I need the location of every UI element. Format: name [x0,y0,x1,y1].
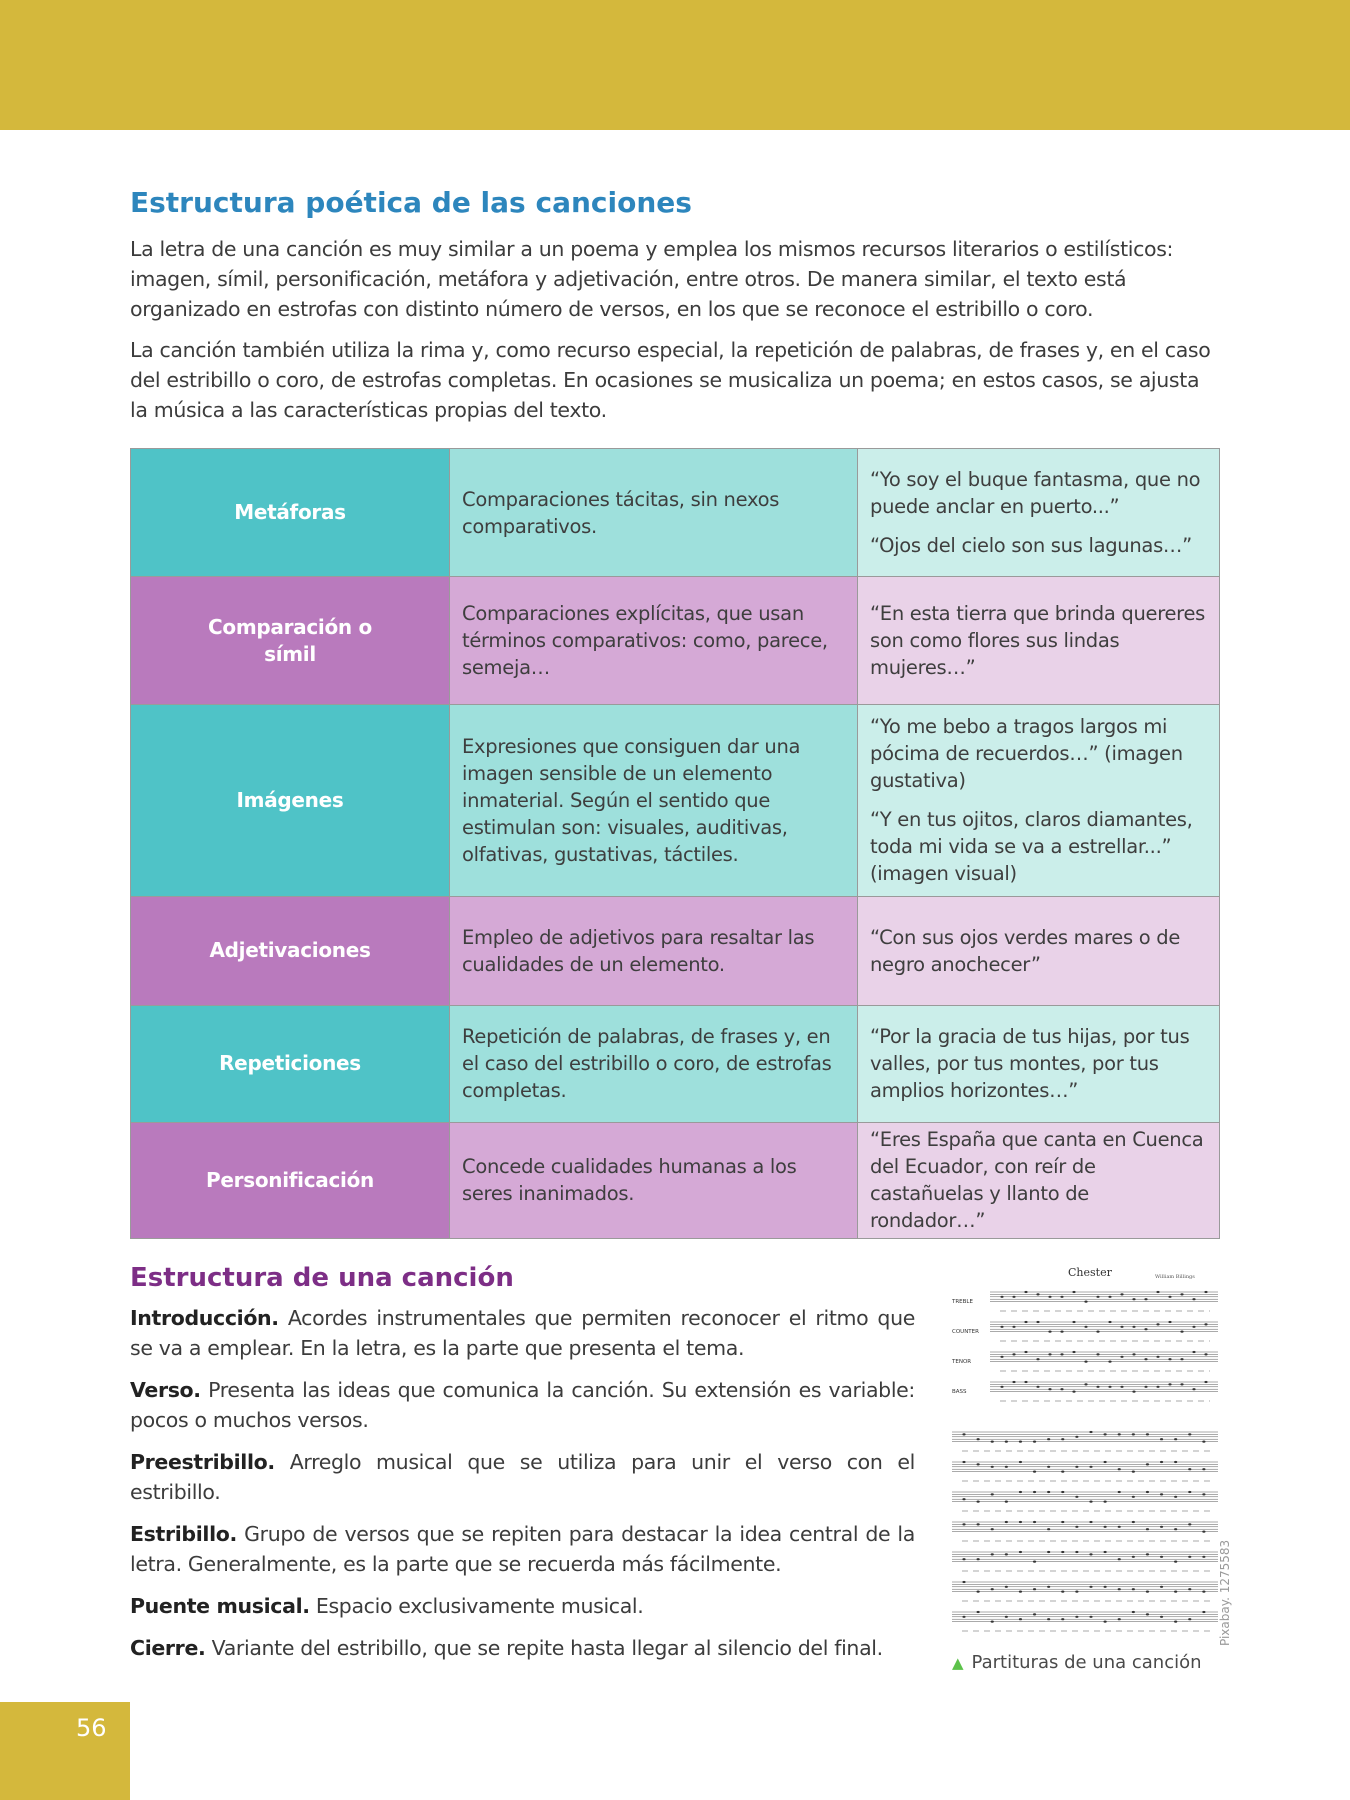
device-name: Repeticiones [131,1005,450,1122]
note-head [1019,1551,1022,1553]
note-head [1060,1388,1063,1390]
note-head [1202,1531,1205,1533]
note-head [1192,1298,1195,1300]
note-head [1036,1386,1039,1388]
part-text: Acordes instrumentales que permiten reconocer el ritmo que se va a emplear. En la letra, es la parte que presenta el tema. [130,1306,916,1360]
note-head [1019,1591,1022,1593]
note-head [1033,1561,1036,1563]
note-head [1047,1528,1050,1530]
note-head [1174,1528,1177,1530]
note-head [1118,1433,1121,1435]
note-head [1060,1353,1063,1355]
note-head [991,1621,994,1623]
note-head [991,1588,994,1590]
note-head [1005,1466,1008,1468]
note-head [1160,1616,1163,1618]
note-head [1118,1468,1121,1470]
note-head [1132,1391,1135,1393]
note-head [991,1528,994,1530]
example-text: “En esta tierra que brinda quereres son como flores sus lindas mujeres…” [870,602,1206,680]
example-text: “Con sus ojos verdes mares o de negro anochecer” [870,925,1181,976]
voice-label: BASS [952,1389,967,1395]
note-head [1084,1383,1087,1385]
note-head [1144,1298,1147,1300]
part-term: Preestribillo. [130,1450,275,1474]
note-head [1202,1441,1205,1443]
note-head [1033,1521,1036,1523]
note-head [1144,1386,1147,1388]
note-head [977,1438,980,1440]
music-score-image [950,1262,1220,1638]
note-head [1188,1491,1191,1493]
note-head [1089,1553,1092,1555]
note-head [1005,1441,1008,1443]
note-head [977,1558,980,1560]
note-head [962,1558,965,1560]
note-head [1180,1293,1183,1295]
note-head [1024,1351,1027,1353]
note-head [962,1461,965,1463]
note-head [1108,1296,1111,1298]
note-head [1104,1526,1107,1528]
triangle-icon: ▲ [952,1654,964,1672]
note-head [1061,1491,1064,1493]
note-head [1084,1361,1087,1363]
table-row-metaforas [131,449,1220,577]
figure-caption [952,1652,1202,1673]
note-head [1012,1326,1015,1328]
song-parts-list [130,1303,915,1675]
note-head [1160,1556,1163,1558]
note-head [1156,1356,1159,1358]
page-number: 56 [76,1714,107,1742]
device-examples [858,705,1220,896]
note-head [1168,1296,1171,1298]
note-head [1075,1496,1078,1498]
literary-devices-table [130,448,1220,1239]
device-name: Comparación o símil [131,577,450,705]
note-head [1108,1361,1111,1363]
note-head [991,1466,994,1468]
intro-paragraph-1: La letra de una canción es muy similar a un poema y emplea los mismos recursos literarios o estilísticos: imagen, símil, personificación, metáfora y adjetivación, entre otros. De manera similar, el texto está organizado en estrofas con distinto número de versos, en los que se reconoce el estribillo o coro. [130,237,1174,321]
voice-label: TENOR [952,1359,972,1365]
part-text: Presenta las ideas que comunica la canción. Su extensión es variable: pocos o muchos versos. [130,1378,915,1432]
note-head [1160,1461,1163,1463]
note-head [1144,1358,1147,1360]
note-head [1005,1586,1008,1588]
note-head [1072,1321,1075,1323]
note-head [1174,1561,1177,1563]
score-title: Chester [1068,1266,1112,1279]
note-head [1047,1491,1050,1493]
note-head [1174,1461,1177,1463]
note-head [962,1616,965,1618]
note-head [1192,1388,1195,1390]
note-head [1132,1471,1135,1473]
note-head [1048,1353,1051,1355]
note-head [1005,1616,1008,1618]
note-head [1060,1296,1063,1298]
note-head [1146,1528,1149,1530]
note-head [1104,1586,1107,1588]
note-head [1188,1556,1191,1558]
song-part-puente [130,1591,915,1621]
example-text: “Por la gracia de tus hijas, por tus valles, por tus montes, por tus amplios horizontes…” [870,1025,1190,1103]
note-head [1075,1591,1078,1593]
table-row-adjetivaciones [131,896,1220,1005]
note-head [1089,1466,1092,1468]
note-head [1146,1491,1149,1493]
note-head [1146,1433,1149,1435]
note-head [1104,1501,1107,1503]
device-examples [858,577,1220,705]
note-head [977,1523,980,1525]
note-head [991,1493,994,1495]
note-head [1075,1616,1078,1618]
note-head [1061,1521,1064,1523]
image-credit: Pixabay. 1275583 [1218,1539,1232,1646]
note-head [1120,1356,1123,1358]
note-head [1108,1321,1111,1323]
note-head [1132,1326,1135,1328]
voice-label: COUNTER [952,1329,979,1335]
note-head [977,1501,980,1503]
note-head [1118,1491,1121,1493]
note-head [1089,1616,1092,1618]
note-head [1033,1613,1036,1615]
note-head [1019,1441,1022,1443]
device-description: Expresiones que consiguen dar una imagen sensible de un elemento inmaterial. Según el sentido que estimulan son: visuales, auditivas, olfativas, gustativas, táctiles. [450,705,858,896]
example-text: “Eres España que canta en Cuenca del Ecuador, con reír de castañuelas y llanto de rondador…” [870,1128,1204,1233]
note-head [1096,1296,1099,1298]
note-head [1047,1438,1050,1440]
note-head [1012,1296,1015,1298]
note-head [1132,1611,1135,1613]
device-description: Concede cualidades humanas a los seres inanimados. [450,1122,858,1238]
note-head [1120,1326,1123,1328]
note-head [991,1553,994,1555]
note-head [1005,1501,1008,1503]
device-name: Metáforas [131,449,450,577]
table-row-imagenes [131,705,1220,896]
note-head [1005,1553,1008,1555]
device-examples [858,449,1220,577]
note-head [1188,1523,1191,1525]
note-head [1047,1466,1050,1468]
note-head [1061,1551,1064,1553]
note-head [1144,1328,1147,1330]
note-head [1075,1436,1078,1438]
note-head [1072,1391,1075,1393]
note-head [1174,1591,1177,1593]
note-head [1168,1358,1171,1360]
note-head [1118,1588,1121,1590]
note-head [1188,1433,1191,1435]
note-head [1104,1551,1107,1553]
note-head [1108,1386,1111,1388]
note-head [1061,1618,1064,1620]
note-head [1118,1618,1121,1620]
table-row-comparacion [131,577,1220,705]
note-head [1075,1551,1078,1553]
part-term: Cierre. [130,1636,206,1660]
section-title: Estructura poética de las canciones [130,186,692,219]
note-head [1160,1438,1163,1440]
note-head [1204,1291,1207,1293]
note-head [1012,1381,1015,1383]
score-composer: William Billings [1155,1274,1195,1280]
device-description: Repetición de palabras, de frases y, en el caso del estribillo o coro, de estrofas completas. [450,1005,858,1122]
song-part-cierre [130,1633,915,1663]
note-head [1061,1591,1064,1593]
note-head [1168,1321,1171,1323]
note-head [1075,1466,1078,1468]
example-text: “Yo me bebo a tragos largos mi pócima de recuerdos…” (imagen gustativa) [870,715,1183,793]
note-head [962,1581,965,1583]
device-name: Adjetivaciones [131,896,450,1005]
note-head [1132,1588,1135,1590]
note-head [1146,1553,1149,1555]
part-text: Espacio exclusivamente musical. [315,1594,644,1618]
device-examples [858,1005,1220,1122]
note-head [977,1463,980,1465]
note-head [1160,1493,1163,1495]
note-head [1019,1491,1022,1493]
note-head [1096,1331,1099,1333]
note-head [1132,1298,1135,1300]
note-head [1132,1433,1135,1435]
note-head [1168,1383,1171,1385]
note-head [1156,1291,1159,1293]
note-head [1000,1356,1003,1358]
note-head [1188,1618,1191,1620]
note-head [1188,1468,1191,1470]
note-head [977,1591,980,1593]
note-head [1096,1353,1099,1355]
note-head [1120,1293,1123,1295]
note-head [1072,1351,1075,1353]
note-head [962,1433,965,1435]
note-head [1132,1556,1135,1558]
note-head [1036,1358,1039,1360]
note-head [1075,1526,1078,1528]
note-head [1192,1326,1195,1328]
note-head [1156,1386,1159,1388]
note-head [1202,1468,1205,1470]
note-head [1132,1496,1135,1498]
note-head [1033,1441,1036,1443]
note-head [991,1441,994,1443]
note-head [1146,1613,1149,1615]
note-head [1036,1293,1039,1295]
note-head [1104,1621,1107,1623]
part-text: Grupo de versos que se repiten para destacar la idea central de la letra. Generalmente, es la parte que se recuerda más fácilmente. [130,1522,915,1576]
part-text: Arreglo musical que se utiliza para unir el verso con el estribillo. [130,1450,915,1504]
note-head [1072,1291,1075,1293]
note-head [977,1611,980,1613]
note-head [1000,1386,1003,1388]
note-head [1202,1611,1205,1613]
note-head [1024,1291,1027,1293]
page-number-tab [0,1702,130,1800]
top-color-band [0,0,1350,130]
note-head [1047,1618,1050,1620]
note-head [1160,1526,1163,1528]
note-head [1174,1496,1177,1498]
song-part-introduccion [130,1303,915,1363]
note-head [1132,1353,1135,1355]
table-row-personificacion [131,1122,1220,1238]
note-head [1180,1358,1183,1360]
song-part-preestribillo [130,1447,915,1507]
note-head [1019,1521,1022,1523]
note-head [1019,1461,1022,1463]
note-head [1060,1331,1063,1333]
note-head [1146,1591,1149,1593]
song-structure-title: Estructura de una canción [130,1263,514,1293]
part-text: Variante del estribillo, que se repite hasta llegar al silencio del final. [211,1636,883,1660]
note-head [1096,1386,1099,1388]
example-text: “Y en tus ojitos, claros diamantes, toda mi vida se va a estrellar...” (imagen visual) [870,808,1193,886]
device-examples [858,896,1220,1005]
note-head [1000,1296,1003,1298]
note-head [1118,1558,1121,1560]
voice-label: TREBLE [952,1299,973,1305]
note-head [1089,1501,1092,1503]
note-head [1120,1386,1123,1388]
device-description: Empleo de adjetivos para resaltar las cualidades de un elemento. [450,896,858,1005]
note-head [1061,1438,1064,1440]
note-head [1048,1388,1051,1390]
note-head [1160,1586,1163,1588]
device-description: Comparaciones tácitas, sin nexos comparativos. [450,449,858,577]
note-head [1180,1383,1183,1385]
example-text: “Ojos del cielo son sus lagunas…” [870,534,1192,558]
note-head [1000,1326,1003,1328]
note-head [1202,1493,1205,1495]
note-head [1061,1471,1064,1473]
intro-paragraph-2: La canción también utiliza la rima y, como recurso especial, la repetición de palabras, de frases y, en el caso del estribillo o coro, de estrofas completas. En ocasiones se musicaliza un poema; en estos casos, se ajusta la música a las características propias del texto. [130,338,1211,422]
note-head [1104,1433,1107,1435]
device-examples [858,1122,1220,1238]
device-name: Imágenes [131,705,450,896]
note-head [1204,1381,1207,1383]
note-head [1188,1588,1191,1590]
note-head [1202,1556,1205,1558]
caption-text: Partituras de una canción [971,1652,1202,1673]
note-head [1047,1551,1050,1553]
note-head [1104,1461,1107,1463]
note-head [1089,1586,1092,1588]
note-head [1118,1526,1121,1528]
note-head [1089,1521,1092,1523]
note-head [1012,1353,1015,1355]
note-head [1084,1301,1087,1303]
example-text: “Yo soy el buque fantasma, que no puede anclar en puerto...” [870,468,1201,519]
note-head [1202,1591,1205,1593]
device-description: Comparaciones explícitas, que usan términos comparativos: como, parece, semeja… [450,577,858,705]
note-head [1146,1463,1149,1465]
note-head [1033,1471,1036,1473]
song-part-estribillo [130,1519,915,1579]
note-head [1180,1331,1183,1333]
table-row-repeticiones [131,1005,1220,1122]
part-term: Estribillo. [130,1522,237,1546]
note-head [1174,1621,1177,1623]
note-head [1033,1588,1036,1590]
part-term: Introducción. [130,1306,279,1330]
note-head [1089,1431,1092,1433]
song-part-verso [130,1375,915,1435]
note-head [1024,1381,1027,1383]
note-head [1036,1321,1039,1323]
note-head [1019,1618,1022,1620]
part-term: Verso. [130,1378,201,1402]
device-name: Personificación [131,1122,450,1238]
note-head [1084,1326,1087,1328]
note-head [1047,1586,1050,1588]
part-term: Puente musical. [130,1594,310,1618]
note-head [1005,1521,1008,1523]
note-head [1204,1323,1207,1325]
note-head [1192,1351,1195,1353]
note-head [1048,1296,1051,1298]
note-head [1048,1331,1051,1333]
note-head [1204,1353,1207,1355]
note-head [1174,1438,1177,1440]
note-head [1156,1323,1159,1325]
note-head [962,1498,965,1500]
note-head [1024,1321,1027,1323]
note-head [1033,1491,1036,1493]
note-head [962,1523,965,1525]
note-head [1132,1521,1135,1523]
